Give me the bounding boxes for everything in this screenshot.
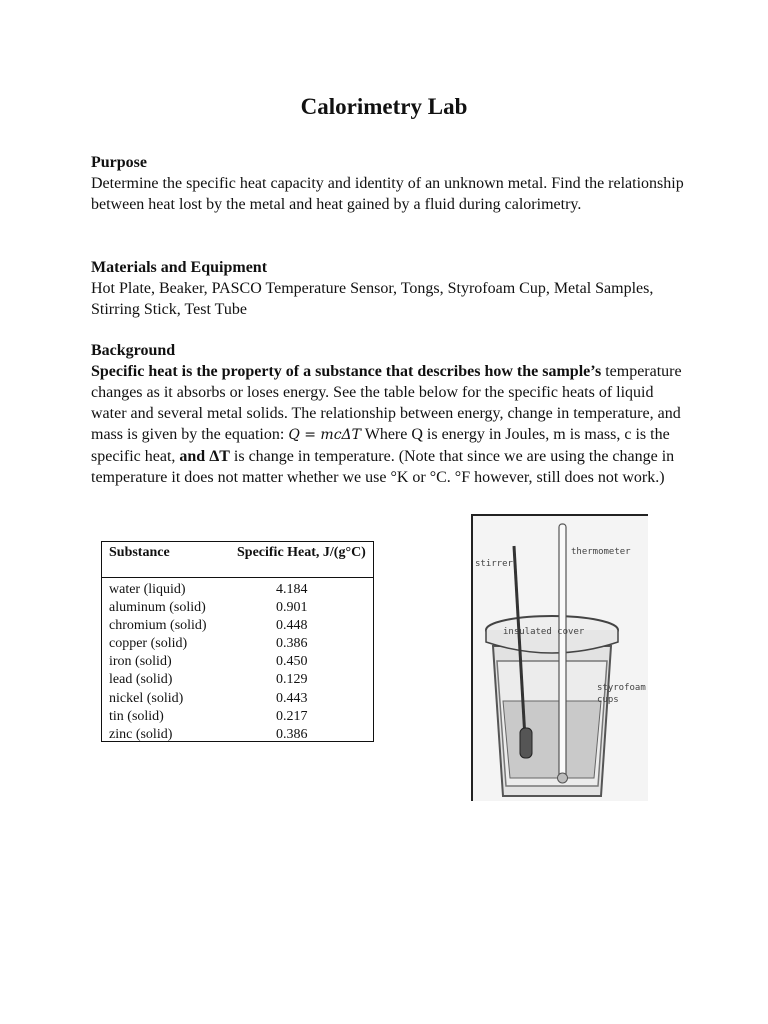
purpose-section xyxy=(91,152,691,215)
substance-name: iron (solid) xyxy=(109,654,172,670)
table-header-divider xyxy=(102,577,373,578)
substance-name: zinc (solid) xyxy=(109,726,173,742)
substance-name: water (liquid) xyxy=(109,582,186,597)
substance-name: aluminum (solid) xyxy=(109,600,206,616)
label-cups: cups xyxy=(597,695,619,705)
background-text-2: Where Q is energy in Joules, m is mass, c is the specific heat, xyxy=(91,426,670,465)
substance-name: copper (solid) xyxy=(109,636,188,652)
specific-heat-value: 4.184 xyxy=(276,582,308,597)
label-thermometer: thermometer xyxy=(571,547,631,557)
specific-heat-table xyxy=(101,541,374,742)
delta-t-label: and ΔT xyxy=(179,448,230,465)
label-styrofoam: styrofoam xyxy=(597,683,646,693)
table-row xyxy=(102,727,373,745)
substance-name: nickel (solid) xyxy=(109,690,184,706)
substance-name: lead (solid) xyxy=(109,672,173,688)
background-paragraph xyxy=(91,361,691,488)
substance-name: chromium (solid) xyxy=(109,618,207,634)
table-row xyxy=(102,600,373,618)
background-heading: Background xyxy=(91,342,176,359)
background-text-1: temperature changes as it absorbs or loses energy. See the table below for the specific heats of liquid water and several metal solids. The relationship between energy, change in temperature, and mass is given by the equation: xyxy=(91,363,682,443)
specific-heat-value: 0.450 xyxy=(276,654,308,670)
label-insulated-cover: insulated cover xyxy=(503,627,585,637)
specific-heat-value: 0.901 xyxy=(276,600,308,616)
table-row xyxy=(102,672,373,690)
heat-equation: Q = mcΔT xyxy=(288,427,361,443)
purpose-text: Determine the specific heat capacity and identity of an unknown metal. Find the relationship between heat lost by the metal and heat gained by a fluid during calorimetry. xyxy=(91,175,684,213)
specific-heat-value: 0.443 xyxy=(276,690,308,706)
specific-heat-value: 0.217 xyxy=(276,708,308,724)
substance-name: tin (solid) xyxy=(109,708,164,724)
label-stirrer: stirrer xyxy=(475,559,513,569)
table-row xyxy=(102,709,373,727)
specific-heat-value: 0.129 xyxy=(276,672,308,688)
col-specific-heat: Specific Heat, J/(g°C) xyxy=(237,545,366,560)
table-row xyxy=(102,582,373,600)
calorimeter-illustration xyxy=(473,516,648,801)
table-body xyxy=(102,582,373,745)
materials-text: Hot Plate, Beaker, PASCO Temperature Sensor, Tongs, Styrofoam Cup, Metal Samples, Stirring Stick, Test Tube xyxy=(91,280,654,318)
specific-heat-value: 0.386 xyxy=(276,726,308,742)
specific-heat-value: 0.448 xyxy=(276,618,308,634)
calorimeter-figure xyxy=(471,514,648,801)
background-lead: Specific heat is the property of a substance that describes how the sample’s xyxy=(91,363,602,380)
page-title: Calorimetry Lab xyxy=(300,94,468,119)
materials-heading: Materials and Equipment xyxy=(91,259,268,276)
specific-heat-value: 0.386 xyxy=(276,636,308,652)
background-section xyxy=(91,340,691,488)
background-text-3: is change in temperature. (Note that since we are using the change in temperature it does not matter whether we use °K or °C. °F however, still does not work.) xyxy=(91,448,675,486)
table-row xyxy=(102,691,373,709)
table-row xyxy=(102,654,373,672)
purpose-heading: Purpose xyxy=(91,154,147,171)
table-row xyxy=(102,618,373,636)
col-substance: Substance xyxy=(109,545,170,560)
table-row xyxy=(102,636,373,654)
materials-section xyxy=(91,257,691,320)
